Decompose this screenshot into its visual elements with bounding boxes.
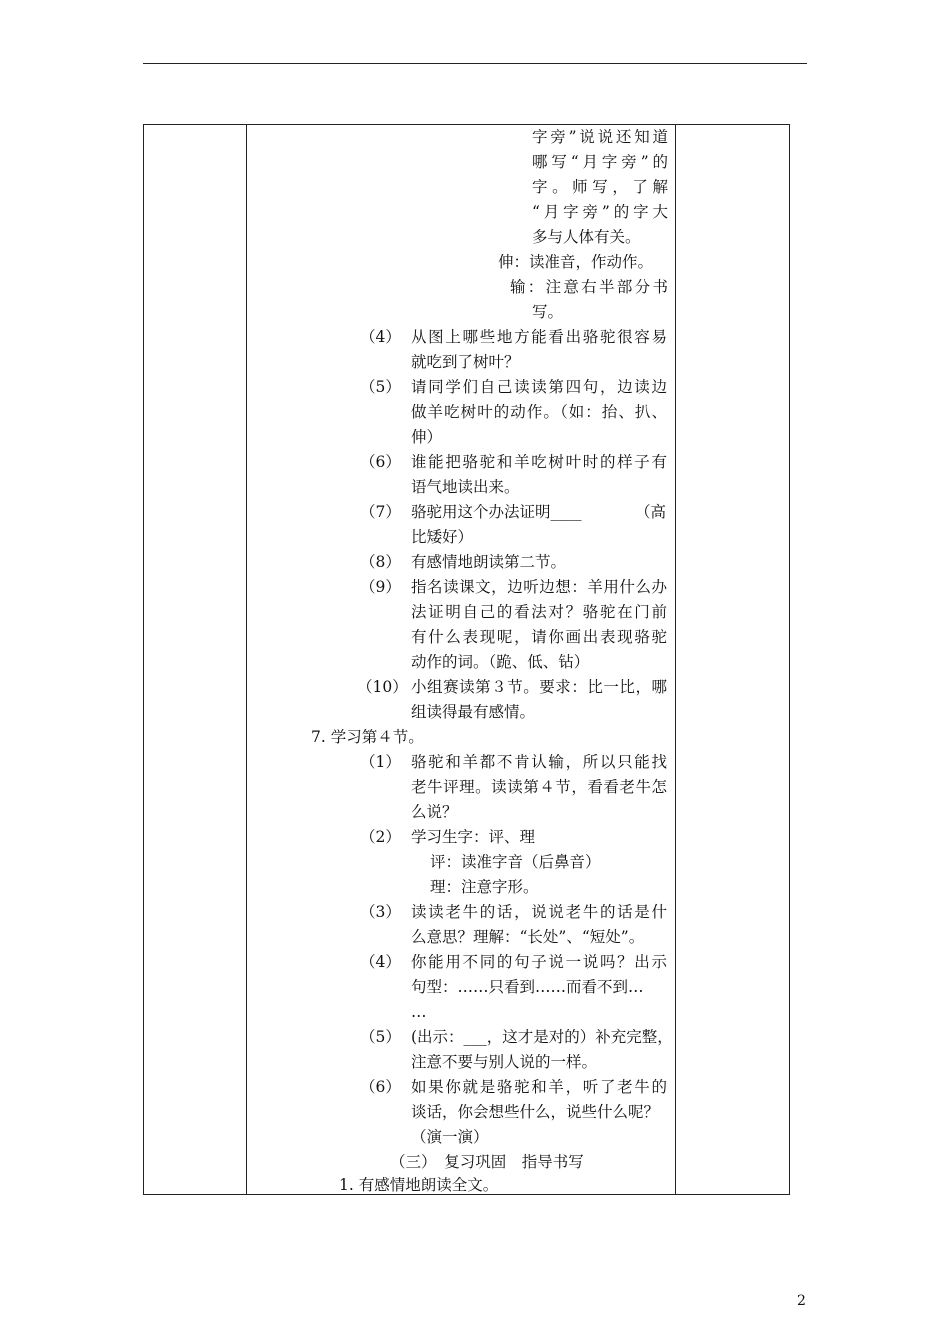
text-line: 么意思？理解：“长处”、“短处”。 (411, 928, 645, 946)
text-line: 谈话，你会想些什么，说些什么呢？ (411, 1103, 660, 1121)
text-line: 老牛评理。读读第４节，看看老牛怎 (411, 778, 667, 796)
text-line: 请同学们自己读读第四句，边读边 (411, 378, 667, 396)
text-line: 学习生字：评、理 (411, 828, 536, 846)
item-number: （5） (360, 378, 401, 396)
text-line: 比矮好） (411, 528, 474, 546)
item-number: （4） (360, 328, 401, 346)
item-number: （3） (360, 903, 401, 921)
text-line: “月字旁”的字大 (532, 203, 668, 221)
text-line: 法证明自己的看法对？骆驼在门前 (411, 603, 667, 621)
text-line: 输：注意右半部分书 (510, 278, 668, 296)
section-heading: （三） 复习巩固 指导书写 (390, 1153, 584, 1171)
text-line: 小组赛读第３节。要求：比一比，哪 (411, 678, 667, 696)
text-line: 伸） (411, 428, 443, 446)
text-line: 么说？ (411, 803, 458, 821)
text-line: 读读老牛的话，说说老牛的话是什 (411, 903, 667, 921)
text-line: 哪写“月字旁”的 (532, 153, 668, 171)
section-heading: 7. 学习第４节。 (311, 728, 424, 746)
text-line: 骆驼用这个办法证明____ (411, 503, 582, 521)
item-number: （2） (360, 828, 401, 846)
page-number: 2 (797, 1293, 806, 1309)
item-number: （4） (360, 953, 401, 971)
text-line: 做羊吃树叶的动作。（如：抬、扒、 (411, 403, 667, 421)
text-line: 有感情地朗读第二节。 (411, 553, 567, 571)
text-line: 写。 (532, 303, 564, 321)
item-number: （10） (357, 678, 408, 696)
text-line: 字旁”说说还知道 (532, 128, 668, 146)
text-line: 指名读课文，边听边想：羊用什么办 (411, 578, 667, 596)
text-line: 组读得最有感情。 (411, 703, 536, 721)
item-number: （7） (360, 503, 401, 521)
text-line: （高 (635, 503, 667, 521)
item-number: （8） (360, 553, 401, 571)
item-number: （6） (360, 453, 401, 471)
text-line: 伸：读准音，作动作。 (498, 253, 654, 271)
text-line: 字。师写，了解 (532, 178, 668, 196)
text-line: （演一演） (411, 1128, 489, 1146)
text-line: 注意不要与别人说的一样。 (411, 1053, 598, 1071)
item-number: （9） (360, 578, 401, 596)
text-line: 1. 有感情地朗读全文。 (339, 1176, 499, 1194)
item-number: （1） (360, 753, 401, 771)
text-line: 句型：……只看到……而看不到… (411, 978, 644, 996)
text-line: 从图上哪些地方能看出骆驼很容易 (411, 328, 667, 346)
item-number: （5） (360, 1028, 401, 1046)
text-line: (出示：___，这才是对的）补充完整， (411, 1028, 673, 1046)
lesson-content (247, 126, 675, 1194)
column-divider-2 (675, 124, 676, 1195)
text-line: 多与人体有关。 (532, 228, 641, 246)
text-line: 骆驼和羊都不肯认输，所以只能找 (411, 753, 667, 771)
text-line: 动作的词。（跪、低、钻） (411, 653, 590, 671)
text-line: 如果你就是骆驼和羊，听了老牛的 (411, 1078, 667, 1096)
text-line: 你能用不同的句子说一说吗？出示 (411, 953, 667, 971)
item-number: （6） (360, 1078, 401, 1096)
text-line: 就吃到了树叶？ (411, 353, 520, 371)
header-rule (143, 63, 807, 64)
text-line: … (411, 1003, 427, 1021)
text-line: 语气地读出来。 (411, 478, 520, 496)
text-line: 有什么表现呢，请你画出表现骆驼 (411, 628, 667, 646)
text-line: 理：注意字形。 (430, 878, 539, 896)
text-line: 谁能把骆驼和羊吃树叶时的样子有 (411, 453, 667, 471)
text-line: 评：读准字音（后鼻音） (430, 853, 601, 871)
